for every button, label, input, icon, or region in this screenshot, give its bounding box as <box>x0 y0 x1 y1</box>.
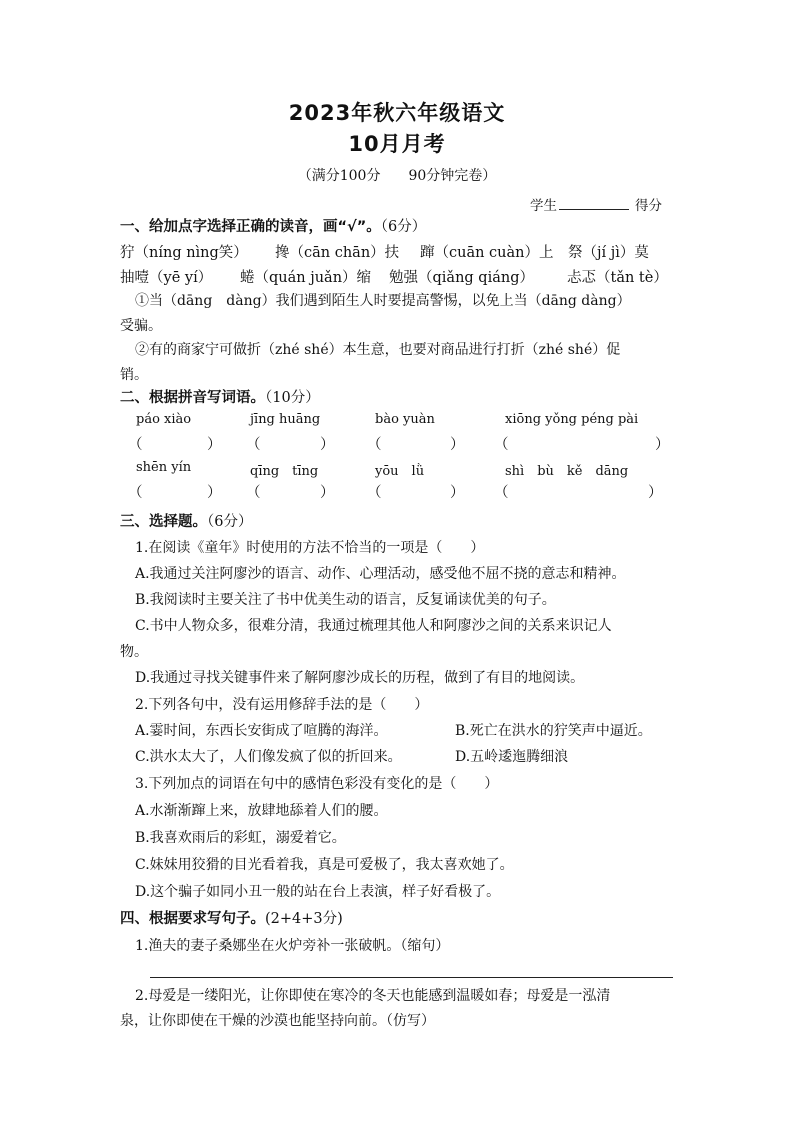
exam-title: 2023年秋六年级语文 <box>288 101 506 125</box>
answer-box-5-close: ） <box>207 485 222 501</box>
section-4-heading <box>120 907 343 928</box>
section-3-points: （6分） <box>207 514 253 530</box>
pinyin-8: shì bù kě dāng <box>505 464 629 479</box>
q3-option-c[interactable]: C.妹妹用狡猾的目光看着我，真是可爱极了，我太喜欢她了。 <box>135 857 514 873</box>
answer-box-7-open[interactable]: （ <box>367 485 382 501</box>
q3-stem: 3.下列加点的词语在句中的感情色彩没有变化的是（ ） <box>135 776 499 792</box>
s4-q1-stem: 1.渔夫的妻子桑娜坐在火炉旁补一张破帆。（缩句） <box>135 938 450 954</box>
answer-box-4-close: ） <box>655 437 670 453</box>
section-1-points: （6分） <box>380 219 427 235</box>
section-3-title: 三、选择题。 <box>120 514 207 530</box>
section-2-points: （10分） <box>265 390 320 406</box>
section-1-title: 一、给加点字选择正确的读音，画“√”。 <box>120 219 381 235</box>
q2-option-c[interactable]: C.洪水太大了，人们像发疯了似的折回来。 <box>135 749 402 765</box>
q1-option-c[interactable]: C.书中人物众多，很难分清，我通过梳理其他人和阿廖沙之间的关系来识记人 <box>135 618 612 634</box>
s4-q2-stem: 2.母爱是一缕阳光，让你即使在寒冷的冬天也能感到温暖如春；母爱是一泓清 <box>135 988 611 1004</box>
section-2-heading <box>120 386 320 407</box>
q1-option-c-cont: 物。 <box>120 644 148 660</box>
answer-box-1-close: ） <box>207 437 222 453</box>
answer-box-5-open[interactable]: （ <box>128 485 143 501</box>
pinyin-7: yōu lǜ <box>375 464 425 479</box>
s4-q1-answer-line[interactable] <box>150 977 673 978</box>
s1-row2-item1[interactable]: 抽噎（yē yí） <box>120 270 213 286</box>
pinyin-2: jīng huāng <box>250 412 321 427</box>
section-3-heading <box>120 510 252 531</box>
s1-row1-item3[interactable]: 蹿（cuān cuàn）上 <box>420 245 554 261</box>
answer-box-4-open[interactable]: （ <box>494 437 509 453</box>
score-label: 得分 <box>635 198 662 214</box>
pinyin-3: bào yuàn <box>375 412 435 427</box>
section-4-points: (2+4+3分) <box>265 911 343 927</box>
q3-option-d[interactable]: D.这个骗子如同小丑一般的站在台上表演，样子好看极了。 <box>135 884 501 900</box>
pinyin-1: páo xiào <box>136 412 192 427</box>
s1-row2-item4[interactable]: 忐忑（tǎn tè） <box>567 270 668 286</box>
q2-option-a[interactable]: A.霎时间，东西长安街成了喧腾的海洋。 <box>135 723 388 739</box>
q1-option-a[interactable]: A.我通过关注阿廖沙的语言、动作、心理活动，感受他不屈不挠的意志和精神。 <box>135 566 626 582</box>
q1-option-d[interactable]: D.我通过寻找关键事件来了解阿廖沙成长的历程，做到了有目的地阅读。 <box>135 670 585 686</box>
student-label: 学生 <box>530 198 557 214</box>
s1-sentence-1-cont: 受骗。 <box>120 318 162 334</box>
s1-row1-item1[interactable]: 狞（níng nìng笑） <box>120 245 248 261</box>
pinyin-6: qīng tīng <box>250 464 319 479</box>
section-2-title: 二、根据拼音写词语。 <box>120 390 265 406</box>
section-4-title: 四、根据要求写句子。 <box>120 911 265 927</box>
q2-option-d[interactable]: D.五岭逶迤腾细浪 <box>455 749 569 765</box>
s1-row2-item2[interactable]: 蜷（quán juǎn）缩 <box>240 270 372 286</box>
q3-option-b[interactable]: B.我喜欢雨后的彩虹，溺爱着它。 <box>135 830 346 846</box>
answer-box-1-open[interactable]: （ <box>128 437 143 453</box>
answer-box-3-close: ） <box>450 437 465 453</box>
s1-sentence-2-cont: 销。 <box>120 367 148 383</box>
answer-box-7-close: ） <box>450 485 465 501</box>
q2-option-b[interactable]: B.死亡在洪水的狞笑声中逼近。 <box>455 723 652 739</box>
q2-stem: 2.下列各句中，没有运用修辞手法的是（ ） <box>135 697 429 713</box>
exam-score-time: （满分100分 90分钟完卷） <box>297 168 497 184</box>
s1-sentence-2[interactable]: ②有的商家宁可做折（zhé shé）本生意，也要对商品进行打折（zhé shé）促 <box>135 342 621 358</box>
student-score-row <box>530 194 662 214</box>
answer-box-8-open[interactable]: （ <box>494 485 509 501</box>
answer-box-6-open[interactable]: （ <box>246 485 261 501</box>
q1-option-b[interactable]: B.我阅读时主要关注了书中优美生动的语言，反复诵读优美的句子。 <box>135 592 556 608</box>
answer-box-3-open[interactable]: （ <box>367 437 382 453</box>
answer-box-6-close: ） <box>320 485 335 501</box>
s1-row1-item4[interactable]: 祭（jí jì）莫 <box>568 245 649 261</box>
section-1-heading <box>120 215 426 236</box>
answer-box-8-close: ） <box>648 485 663 501</box>
s1-row1-item2[interactable]: 搀（cān chān）扶 <box>275 245 400 261</box>
answer-box-2-close: ） <box>320 437 335 453</box>
student-name-blank[interactable] <box>559 197 629 210</box>
answer-box-2-open[interactable]: （ <box>246 437 261 453</box>
s1-row2-item3[interactable]: 勉强（qiǎng qiáng） <box>389 270 534 286</box>
q1-stem: 1.在阅读《童年》时使用的方法不恰当的一项是（ ） <box>135 540 485 556</box>
pinyin-4: xiōng yǒng péng pài <box>505 412 639 427</box>
s4-q2-stem-cont: 泉，让你即使在干燥的沙漠也能坚持向前。（仿写） <box>120 1013 435 1029</box>
s1-sentence-1[interactable]: ①当（dāng dàng）我们遇到陌生人时要提高警惕，以免上当（dāng dàng） <box>135 293 631 309</box>
pinyin-5: shēn yín <box>136 460 192 475</box>
exam-subtitle-month: 10月月考 <box>348 132 446 156</box>
q3-option-a[interactable]: A.水渐渐蹿上来，放肆地舔着人们的腰。 <box>135 803 388 819</box>
